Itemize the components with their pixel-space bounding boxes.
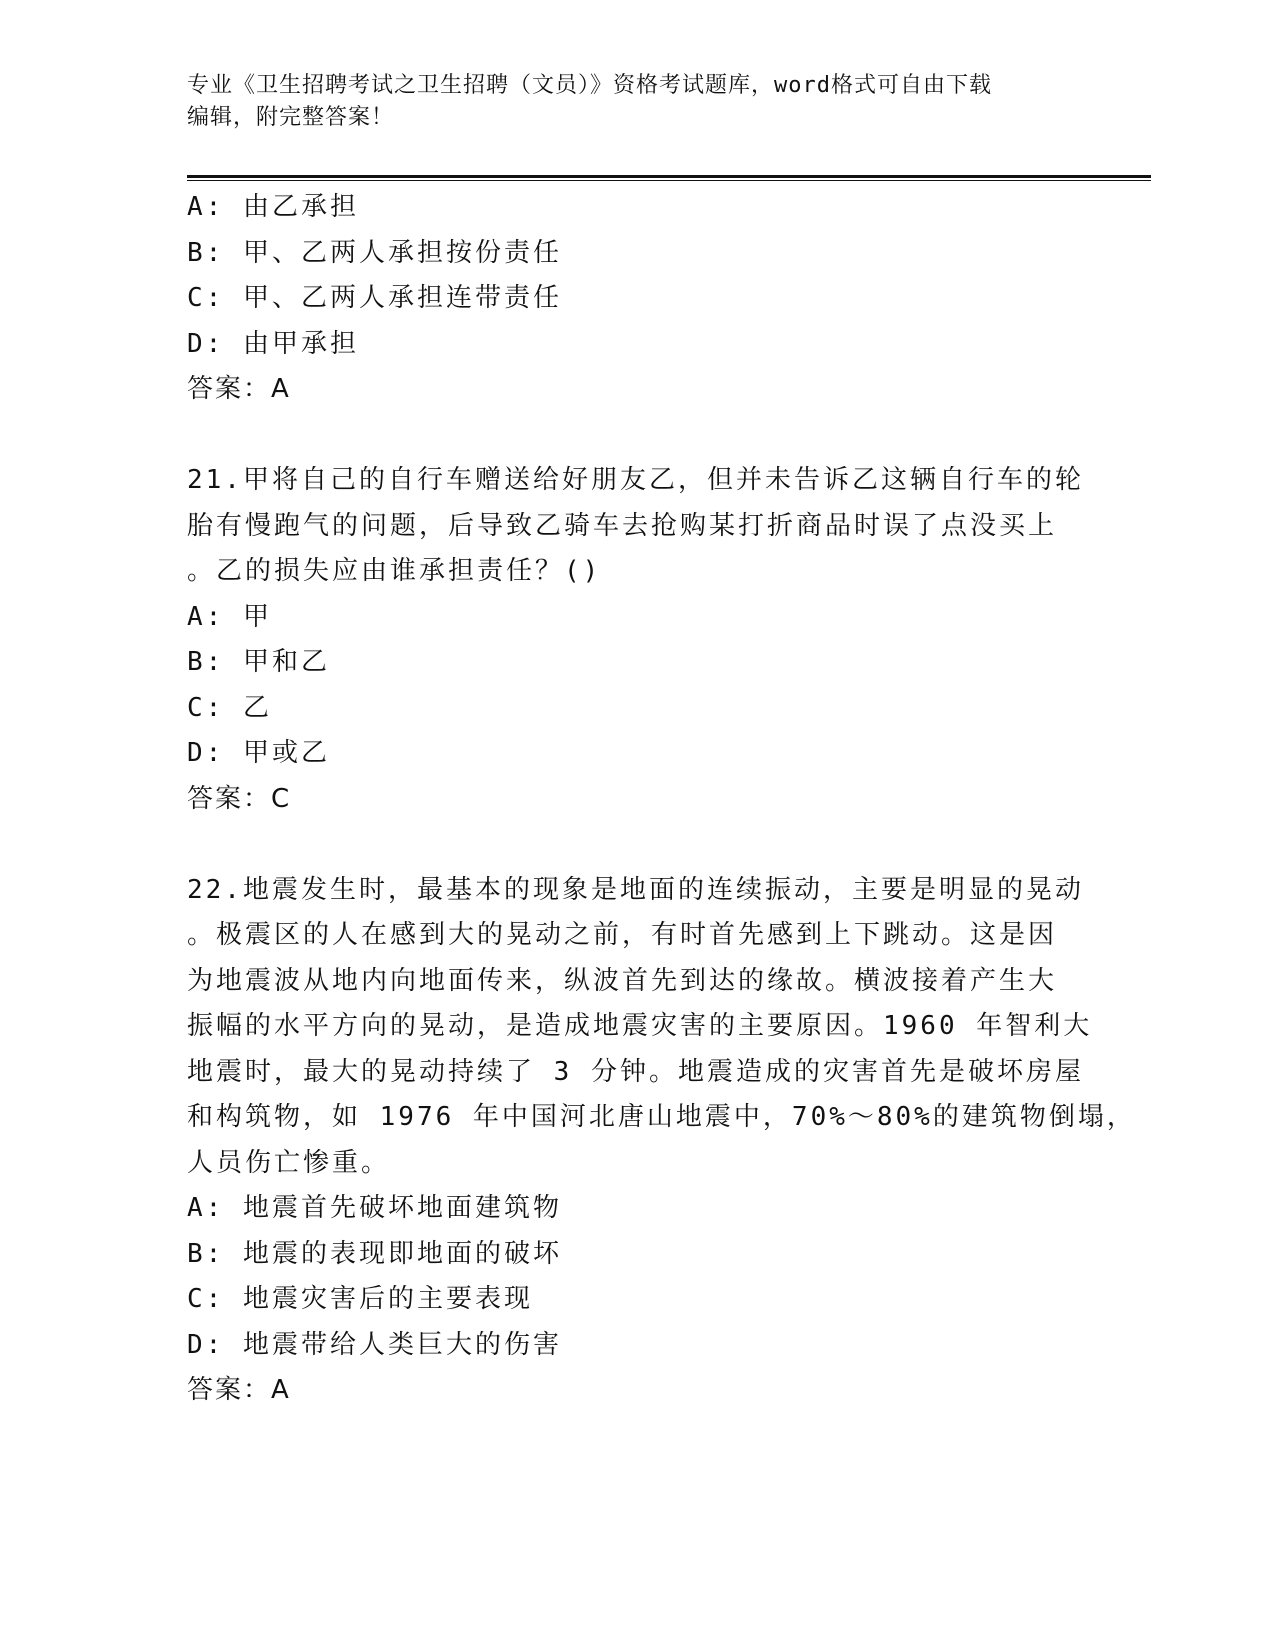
option-b: B: 甲、乙两人承担按份责任	[187, 237, 562, 268]
question-22-line-4: 振幅的水平方向的晃动，是造成地震灾害的主要原因。1960 年智利大	[187, 1011, 1093, 1041]
prev-question-block	[187, 185, 1087, 413]
answer-line: 答案：A	[187, 374, 291, 404]
question-22-line-3: 为地震波从地内向地面传来，纵波首先到达的缘故。横波接着产生大	[187, 965, 1058, 996]
spacer	[187, 822, 1087, 868]
option-c: C: 乙	[187, 692, 272, 723]
question-21-text	[187, 458, 1087, 595]
option-a: A: 地震首先破坏地面建筑物	[187, 1193, 562, 1223]
spacer	[187, 413, 1087, 459]
question-22-line-1: 22.地震发生时，最基本的现象是地面的连续振动，主要是明显的晃动	[187, 874, 1084, 905]
answer-line: 答案：A	[187, 1375, 291, 1405]
question-22-block	[187, 868, 1136, 1414]
option-c: C: 甲、乙两人承担连带责任	[187, 283, 562, 313]
option-d: D: 甲或乙	[187, 738, 330, 768]
question-21-block	[187, 458, 1087, 822]
header-rule	[187, 175, 1151, 181]
option-c: C: 地震灾害后的主要表现	[187, 1284, 533, 1314]
header-rule-thick	[187, 175, 1151, 178]
header-line-1: 专业《卫生招聘考试之卫生招聘（文员）》资格考试题库，word格式可自由下载	[187, 73, 992, 98]
question-21-line-2: 胎有慢跑气的问题，后导致乙骑车去抢购某打折商品时误了点没买上	[187, 510, 1058, 541]
option-d: D: 地震带给人类巨大的伤害	[187, 1329, 562, 1360]
question-22-line-7: 人员伤亡惨重。	[187, 1147, 391, 1178]
header-line-2: 编辑，附完整答案！	[187, 105, 395, 130]
question-content	[187, 185, 1136, 1414]
answer-line: 答案：C	[187, 783, 292, 814]
option-a: A: 甲	[187, 601, 272, 632]
question-21-line-3: 。乙的损失应由谁承担责任？()	[187, 556, 602, 586]
document-header	[187, 70, 1087, 134]
option-a: A: 由乙承担	[187, 192, 359, 222]
question-21-line-1: 21.甲将自己的自行车赠送给好朋友乙，但并未告诉乙这辆自行车的轮	[187, 465, 1084, 495]
option-b: B: 甲和乙	[187, 647, 330, 677]
header-rule-thin	[187, 180, 1151, 181]
question-22-text	[187, 868, 1136, 1187]
option-b: B: 地震的表现即地面的破坏	[187, 1238, 562, 1269]
question-22-line-2: 。极震区的人在感到大的晃动之前，有时首先感到上下跳动。这是因	[187, 920, 1058, 950]
option-d: D: 由甲承担	[187, 328, 359, 359]
question-22-line-6: 和构筑物，如 1976 年中国河北唐山地震中，70%～80%的建筑物倒塌，	[187, 1102, 1136, 1132]
question-22-line-5: 地震时，最大的晃动持续了 3 分钟。地震造成的灾害首先是破坏房屋	[187, 1056, 1084, 1087]
